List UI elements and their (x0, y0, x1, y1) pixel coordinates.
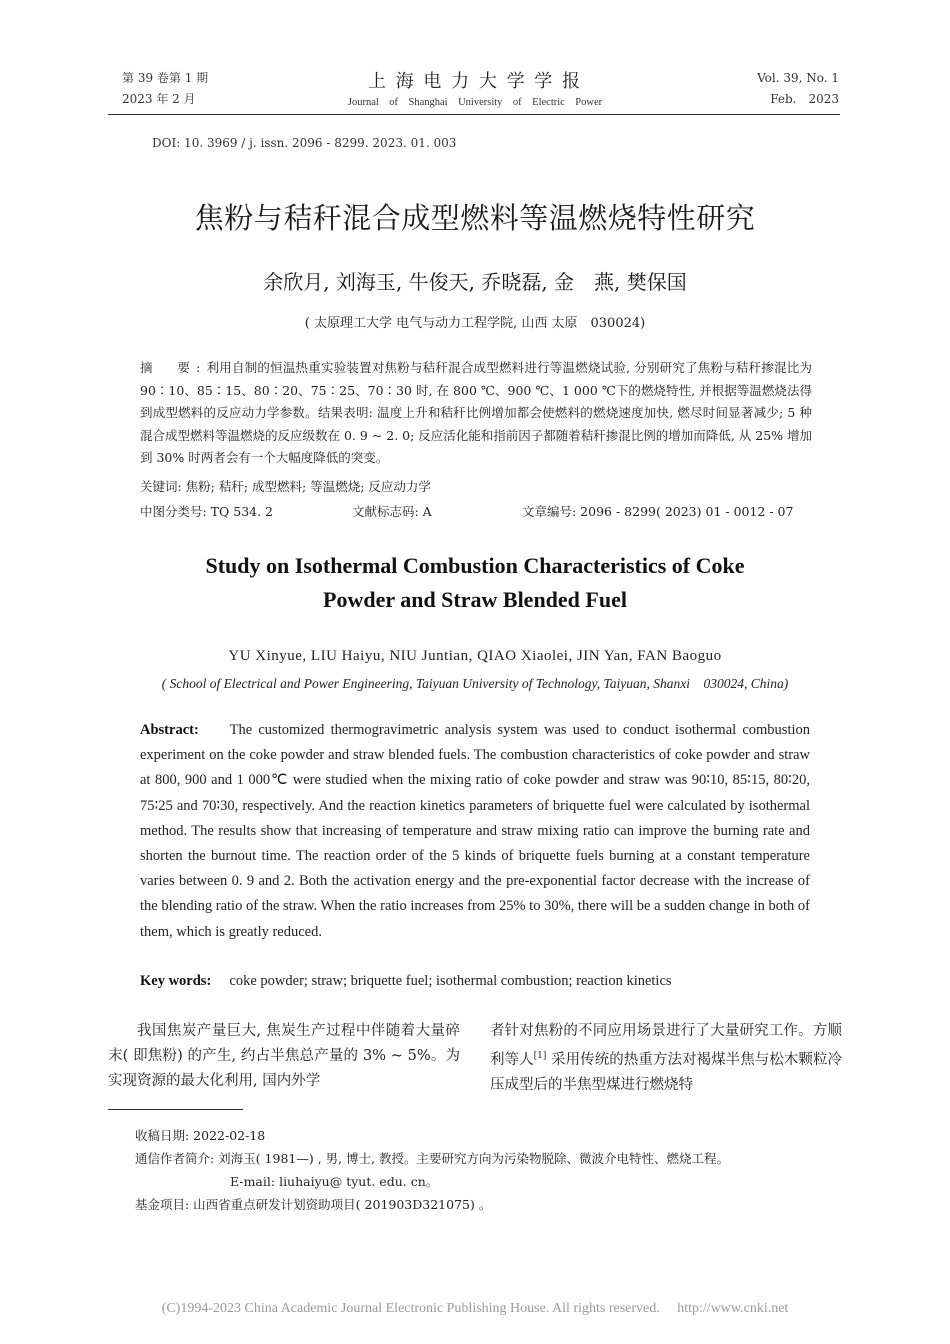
volume-en: Vol. 39, No. 1 (757, 71, 839, 85)
title-en-line1: Study on Isothermal Combustion Characteristics of Coke (205, 553, 745, 578)
received-date: 收稿日期: 2022-02-18 (135, 1128, 266, 1143)
footnote-rule (108, 1109, 243, 1110)
title-zh: 焦粉与秸秆混合成型燃料等温燃烧特性研究 (194, 201, 756, 235)
body-right-text-a: 者针对焦粉的不同应用场景进行了大量研究工作。方顺利等人 (490, 1023, 842, 1068)
keywords-zh: 关键词: 焦粉; 秸秆; 成型燃料; 等温燃烧; 反应动力学 (140, 479, 431, 494)
article-number: 文章编号: 2096 - 8299( 2023) 01 - 0012 - 07 (522, 504, 794, 519)
date-en: Feb. 2023 (770, 92, 839, 106)
abstract-zh-text: 利用自制的恒温热重实验装置对焦粉与秸秆混合成型燃料进行等温燃烧试验, 分别研究了焦粉与秸秆掺混比为 90∶10、85∶15、80∶20、75∶25、70∶30 时, 在 800 ℃、900 ℃、1 000 ℃下的燃烧特性, 并根据等温燃烧法得到成型燃料的反应动力学参数。结果表明: 温度上升和秸秆比例增加都会使燃料的燃烧速度加快, 燃尽时间显著减少; 5 种混合成型燃料等温燃烧的反应级数在 0. 9 ~ 2. 0; 反应活化能和指前因子都随着秸秆掺混比例的增加而降低, 从 25% 增加到 30% 时两者会有一个大幅度降低的突变。 (140, 360, 812, 465)
body-right-column (490, 1019, 842, 1098)
journal-name-zh: 上 海 电 力 大 学 学 报 (367, 71, 583, 92)
abstract-zh-label: 摘 要: (140, 360, 207, 375)
copyright-notice: (C)1994-2023 China Academic Journal Electronic Publishing House. All rights reserved. http://www.cnki.net (161, 1301, 789, 1316)
abstract-en-label: Abstract: (140, 722, 199, 738)
volume-issue-zh: 第 39 卷第 1 期 (122, 71, 209, 85)
authors-en: YU Xinyue, LIU Haiyu, NIU Juntian, QIAO Xiaolei, JIN Yan, FAN Baoguo (228, 648, 722, 664)
corresponding-author: 通信作者简介: 刘海玉( 1981—) , 男, 博士, 教授。主要研究方向为污染物脱除、微波介电特性、燃烧工程。 (135, 1151, 730, 1166)
journal-name-en: Journal of Shanghai University of Electric Power (347, 97, 603, 108)
abstract-zh (140, 357, 812, 470)
title-en-line2: Powder and Straw Blended Fuel (323, 587, 627, 612)
body-left-column: 我国焦炭产量巨大, 焦炭生产过程中伴随着大量碎末( 即焦粉) 的产生, 约占半焦总产量的 3% ~ 5%。为实现资源的最大化利用, 国内外学 (108, 1023, 460, 1089)
keywords-en (140, 969, 810, 994)
affiliation-en: ( School of Electrical and Power Engineering, Taiyuan University of Technology, Taiyuan, Shanxi 030024, China) (161, 676, 789, 691)
keywords-en-label: Key words: (140, 973, 212, 989)
document-code: 文献标志码: A (352, 504, 432, 519)
authors-zh: 余欣月, 刘海玉, 牛俊天, 乔晓磊, 金 燕, 樊保国 (263, 270, 687, 294)
doi: DOI: 10. 3969 / j. issn. 2096 - 8299. 2023. 01. 003 (152, 136, 457, 150)
fund-project: 基金项目: 山西省重点研发计划资助项目( 201903D321075) 。 (135, 1197, 492, 1212)
header-rule (108, 114, 840, 115)
author-email: E-mail: liuhaiyu@ tyut. edu. cn。 (230, 1174, 439, 1189)
reference-marker[interactable]: [1] (533, 1051, 547, 1061)
clc-number: 中图分类号: TQ 534. 2 (140, 504, 274, 519)
date-zh: 2023 年 2 月 (122, 92, 196, 106)
body-right-text-b: 采用传统的热重方法对褐煤半焦与松木颗粒冷压成型后的半焦型煤进行燃烧特 (490, 1051, 843, 1093)
keywords-en-text: coke powder; straw; briquette fuel; isothermal combustion; reaction kinetics (229, 973, 672, 989)
affiliation-zh: ( 太原理工大学 电气与动力工程学院, 山西 太原 030024) (304, 316, 646, 331)
abstract-en-text: The customized thermogravimetric analysis system was used to conduct isothermal combustion experiment on the coke powder and straw blended fuels. The combustion characteristics of coke powder and straw at 800, 900 and 1 000℃ were studied when the mixing ratio of coke powder and straw was 90∶10, 85∶15, 80∶20, 75∶25 and 70∶30, respectively. And the reaction kinetics parameters of briquette fuel were calculated by isothermal method. The results show that increasing of temperature and straw mixing ratio can improve the burning rate and shorten the burnout time. The reaction order of the 5 kinds of briquette fuels burning at a constant temperature varies between 0. 9 and 2. Both the activation energy and the pre-exponential factor decrease with the increase of the blending ratio of the straw. When the ratio increases from 25% to 30%, there will be a sudden change in both of them, which is greatly reduced. (140, 722, 811, 940)
abstract-en (140, 718, 810, 945)
